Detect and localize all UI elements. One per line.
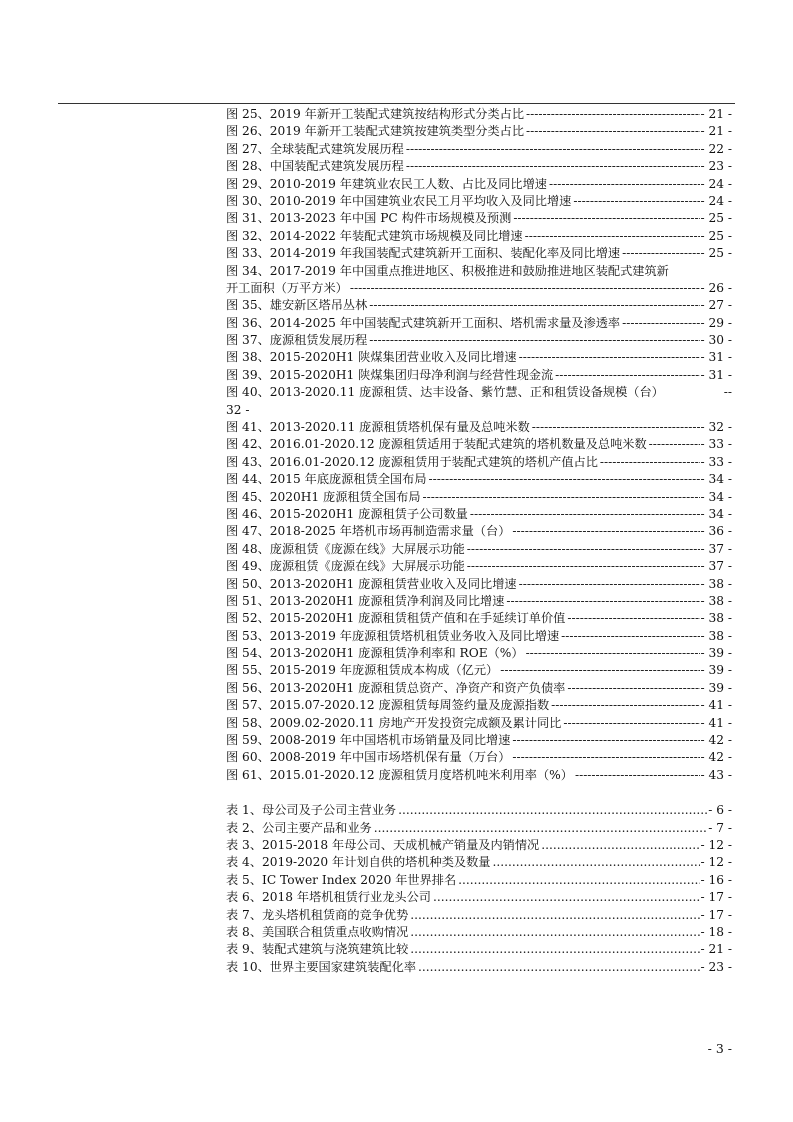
toc-entry-page: - 34 - xyxy=(700,489,732,504)
toc-entry-label: 图 55、2015-2019 年庞源租赁成本构成（亿元） xyxy=(226,663,499,678)
toc-entry-page: - 38 - xyxy=(700,593,732,608)
toc-entry-label: 表 3、2015-2018 年母公司、天成机械产销量及内销情况 xyxy=(226,838,540,852)
figure-toc-entry[interactable] xyxy=(226,680,732,697)
table-toc-entry[interactable] xyxy=(226,872,732,889)
toc-entry-page: - 24 - xyxy=(700,193,732,208)
figure-toc-entry[interactable] xyxy=(226,315,732,332)
table-toc-entry[interactable] xyxy=(226,820,732,837)
toc-entry-figure-34[interactable] xyxy=(226,263,732,298)
toc-entry-label: 图 49、庞源租赁《庞源在线》大屏展示功能 xyxy=(226,559,465,574)
toc-entry-label: 图 59、2008-2019 年中国塔机市场销量及同比增速 xyxy=(226,733,511,748)
toc-entry-label: 图 43、2016.01-2020.12 庞源租赁用于装配式建筑的塔机产值占比 xyxy=(226,454,598,469)
leader-dashes xyxy=(369,297,699,314)
toc-entry-label: 图 31、2013-2023 年中国 PC 构件市场规模及预测 xyxy=(226,211,512,226)
toc-entry-page: - 21 - xyxy=(700,942,732,957)
toc-entry-label: 图 26、2019 年新开工装配式建筑按建筑类型分类占比 xyxy=(226,124,525,139)
figure-toc-entry[interactable] xyxy=(226,645,732,662)
leader-dashes xyxy=(470,506,700,523)
leader-dashes xyxy=(561,628,699,645)
leader-dashes xyxy=(418,959,699,976)
toc-entry-page: - 25 - xyxy=(700,246,732,261)
toc-entry-page: - 34 - xyxy=(700,506,732,521)
figure-toc-entry[interactable] xyxy=(226,732,732,749)
toc-entry-page: - 23 - xyxy=(700,159,732,174)
toc-entry-page: - 39 - xyxy=(700,646,732,661)
toc-entry-page: - 25 - xyxy=(700,228,732,243)
toc-entry-page: - 22 - xyxy=(700,141,732,156)
toc-entry-page: - 32 - xyxy=(700,420,732,435)
table-toc-entry[interactable] xyxy=(226,837,732,854)
toc-entry-label: 表 7、龙头塔机租赁商的竞争优势 xyxy=(226,907,409,922)
figure-toc-entry[interactable] xyxy=(226,558,732,575)
leader-dashes xyxy=(512,523,699,540)
leader-dashes xyxy=(410,924,699,941)
figure-toc-entry[interactable] xyxy=(226,715,732,732)
leader-dashes xyxy=(532,419,700,436)
figure-toc-entry[interactable] xyxy=(226,245,732,262)
toc-entry-page: - 17 - xyxy=(700,907,732,922)
toc-entry-page: - 24 - xyxy=(700,176,732,191)
leader-dashes xyxy=(410,907,699,924)
leader-dashes xyxy=(500,662,699,679)
toc-entry-page: - 41 - xyxy=(700,715,732,730)
toc-entry-label: 表 10、世界主要国家建筑装配化率 xyxy=(226,959,417,974)
toc-entry-page: - 39 - xyxy=(700,663,732,678)
toc-entry-label: 图 48、庞源租赁《庞源在线》大屏展示功能 xyxy=(226,541,465,556)
figure-toc-entry[interactable] xyxy=(226,176,732,193)
toc-entry-page: - 30 - xyxy=(700,333,732,348)
header-rule xyxy=(58,103,735,104)
toc-entry-label: 图 53、2013-2019 年庞源租赁塔机租赁业务收入及同比增速 xyxy=(226,628,560,643)
toc-entry-label: 图 39、2015-2020H1 陕煤集团归母净利润与经营性现金流 xyxy=(226,367,554,382)
table-toc-entry[interactable] xyxy=(226,802,732,819)
toc-entry-label: 图 27、全球装配式建筑发展历程 xyxy=(226,141,404,156)
figure-toc-entry[interactable] xyxy=(226,419,732,436)
toc-entry-page: - 23 - xyxy=(700,959,732,974)
toc-entry-page: - 36 - xyxy=(700,524,732,539)
toc-entry-label: 图 46、2015-2020H1 庞源租赁子公司数量 xyxy=(226,506,468,521)
toc-entry-page: - 38 - xyxy=(700,628,732,643)
figure-toc-entry[interactable] xyxy=(226,523,732,540)
figure-toc-entry[interactable] xyxy=(226,541,732,558)
figure-toc-entry[interactable] xyxy=(226,506,732,523)
figure-toc-entry[interactable] xyxy=(226,593,732,610)
leader-dashes xyxy=(573,193,699,210)
toc-entry-page: - 16 - xyxy=(700,872,732,887)
toc-entry-label: 图 54、2013-2020H1 庞源租赁净利率和 ROE（%） xyxy=(226,646,524,661)
toc-entry-page: - 7 - xyxy=(708,820,732,835)
figure-toc-entry[interactable] xyxy=(226,610,732,627)
section-gap xyxy=(226,784,732,802)
toc-entry-label: 图 47、2018-2025 年塔机市场再制造需求量（台） xyxy=(226,524,511,539)
toc-entry-page: - 43 - xyxy=(700,767,732,782)
leader-dashes xyxy=(549,176,700,193)
figure-toc-entry[interactable] xyxy=(226,193,732,210)
table-of-contents xyxy=(226,106,732,976)
leader-dashes xyxy=(423,489,700,506)
figure-toc-entry[interactable] xyxy=(226,663,732,680)
table-toc-entry[interactable] xyxy=(226,941,732,958)
toc-entry-page: - 12 - xyxy=(700,855,732,870)
leader-dashes xyxy=(506,593,699,610)
toc-entry-page: - 33 - xyxy=(700,454,732,469)
figure-list-b xyxy=(226,297,732,384)
toc-entry-page: - 38 - xyxy=(700,576,732,591)
figure-toc-entry[interactable] xyxy=(226,767,732,784)
figure-toc-entry[interactable] xyxy=(226,749,732,766)
toc-entry-label: 图 25、2019 年新开工装配式建筑按结构形式分类占比 xyxy=(226,106,525,121)
leader-dashes xyxy=(492,854,699,871)
leader-dashes xyxy=(563,715,699,732)
toc-entry-page: - 21 - xyxy=(700,106,732,121)
toc-entry-label: 图 50、2013-2020H1 庞源租赁营业收入及同比增速 xyxy=(226,576,517,591)
leader-dashes xyxy=(467,541,700,558)
figure-toc-entry[interactable] xyxy=(226,106,732,123)
toc-entry-label: 图 61、2015.01-2020.12 庞源租赁月度塔机吨米利用率（%） xyxy=(226,767,573,782)
figure-toc-entry[interactable] xyxy=(226,123,732,140)
leader-dashes xyxy=(369,332,699,349)
leader-dashes xyxy=(555,367,699,384)
toc-entry-label: 图 30、2010-2019 年中国建筑业农民工月平均收入及同比增速 xyxy=(226,193,572,208)
leader-dashes xyxy=(398,802,707,819)
leader-dashes xyxy=(406,141,700,158)
toc-entry-page: - 42 - xyxy=(700,750,732,765)
figure-toc-entry[interactable] xyxy=(226,141,732,158)
table-list xyxy=(226,802,732,976)
toc-entry-label: 图 60、2008-2019 年中国市场塔机保有量（万台） xyxy=(226,750,511,765)
toc-entry-page: - 17 - xyxy=(700,890,732,905)
leader-dashes xyxy=(649,436,700,453)
toc-entry-label: 图 45、2020H1 庞源租赁全国布局 xyxy=(226,489,421,504)
toc-entry-page: - 31 - xyxy=(700,367,732,382)
leader-dashes xyxy=(541,837,699,854)
leader-dashes xyxy=(519,349,700,366)
leader-dashes xyxy=(350,280,700,297)
leader-dashes xyxy=(622,315,699,332)
toc-entry-label: 表 4、2019-2020 年计划自供的塔机种类及数量 xyxy=(226,855,491,870)
toc-entry-label: 图 40、2013-2020.11 庞源租赁、达丰设备、紫竹慧、正和租赁设备规模（台） xyxy=(226,385,664,400)
toc-entry-page: - 33 - xyxy=(700,437,732,452)
toc-entry-leader-tail: -- xyxy=(723,385,732,400)
figure-toc-entry[interactable] xyxy=(226,158,732,175)
toc-entry-label: 图 42、2016.01-2020.12 庞源租赁适用于装配式建筑的塔机数量及总吨米数 xyxy=(226,437,647,452)
toc-entry-page: 32 - xyxy=(226,402,250,417)
toc-entry-label: 图 58、2009.02-2020.11 房地产开发投资完成额及累计同比 xyxy=(226,715,562,730)
leader-dashes xyxy=(526,106,699,123)
figure-toc-entry[interactable] xyxy=(226,228,732,245)
leader-dashes xyxy=(512,732,699,749)
leader-dashes xyxy=(406,158,700,175)
toc-entry-page: - 12 - xyxy=(700,838,732,852)
toc-entry-label: 图 29、2010-2019 年建筑业农民工人数、占比及同比增速 xyxy=(226,176,547,191)
leader-dashes xyxy=(433,889,700,906)
toc-entry-page: - 31 - xyxy=(700,350,732,365)
toc-entry-label: 图 28、中国装配式建筑发展历程 xyxy=(226,159,404,174)
toc-entry-label: 表 8、美国联合租赁重点收购情况 xyxy=(226,924,409,939)
toc-entry-label: 图 34、2017-2019 年中国重点推进地区、积极推进和鼓励推进地区装配式建筑新 xyxy=(226,263,669,278)
figure-toc-entry[interactable] xyxy=(226,367,732,384)
table-toc-entry[interactable] xyxy=(226,854,732,871)
toc-entry-label: 图 56、2013-2020H1 庞源租赁总资产、净资产和资产负债率 xyxy=(226,680,566,695)
toc-entry-label: 图 52、2015-2020H1 庞源租赁租赁产值和在手延续订单价值 xyxy=(226,611,566,626)
leader-dashes xyxy=(526,645,700,662)
figure-toc-entry[interactable] xyxy=(226,436,732,453)
leader-dashes xyxy=(567,680,699,697)
toc-entry-label: 表 6、2018 年塔机租赁行业龙头公司 xyxy=(226,890,431,905)
toc-entry-page: - 34 - xyxy=(700,472,732,487)
toc-entry-label: 图 51、2013-2020H1 庞源租赁净利润及同比增速 xyxy=(226,593,505,608)
toc-entry-label: 图 41、2013-2020.11 庞源租赁塔机保有量及总吨米数 xyxy=(226,420,530,435)
figure-toc-entry[interactable] xyxy=(226,297,732,314)
toc-entry-figure-40[interactable] xyxy=(226,384,732,419)
figure-toc-entry[interactable] xyxy=(226,349,732,366)
table-toc-entry[interactable] xyxy=(226,889,732,906)
toc-entry-label: 图 33、2014-2019 年我国装配式建筑新开工面积、装配化率及同比增速 xyxy=(226,246,621,261)
toc-entry-page: - 38 - xyxy=(700,611,732,626)
figure-toc-entry[interactable] xyxy=(226,628,732,645)
toc-entry-page: - 39 - xyxy=(700,680,732,695)
toc-entry-label-continued: 开工面积（万平方米） xyxy=(226,280,348,295)
leader-dashes xyxy=(512,749,699,766)
toc-entry-page: - 21 - xyxy=(700,124,732,139)
leader-dashes xyxy=(458,872,699,889)
toc-entry-page: - 26 - xyxy=(700,280,732,295)
toc-entry-page: - 37 - xyxy=(700,559,732,574)
leader-dashes xyxy=(513,210,699,227)
figure-list-c xyxy=(226,419,732,784)
toc-entry-page: - 25 - xyxy=(700,211,732,226)
leader-dashes xyxy=(600,454,700,471)
toc-entry-page: - 18 - xyxy=(700,924,732,939)
page-number: - 3 - xyxy=(707,1041,732,1056)
toc-entry-label: 图 44、2015 年底庞源租赁全国布局 xyxy=(226,472,427,487)
leader-dashes xyxy=(525,228,700,245)
toc-entry-page: - 29 - xyxy=(700,315,732,330)
table-toc-entry[interactable] xyxy=(226,959,732,976)
figure-toc-entry[interactable] xyxy=(226,210,732,227)
toc-entry-label: 图 37、庞源租赁发展历程 xyxy=(226,333,368,348)
toc-entry-label: 图 38、2015-2020H1 陕煤集团营业收入及同比增速 xyxy=(226,350,517,365)
toc-entry-page: - 27 - xyxy=(700,298,732,313)
leader-dashes xyxy=(575,767,700,784)
figure-toc-entry[interactable] xyxy=(226,471,732,488)
figure-list-a xyxy=(226,106,732,263)
toc-entry-label: 图 57、2015.07-2020.12 庞源租赁每周签约量及庞源指数 xyxy=(226,698,550,713)
leader-dashes xyxy=(526,123,699,140)
leader-dashes xyxy=(567,610,699,627)
toc-entry-label: 图 36、2014-2025 年中国装配式建筑新开工面积、塔机需求量及渗透率 xyxy=(226,315,621,330)
leader-dashes xyxy=(622,245,699,262)
toc-entry-page: - 37 - xyxy=(700,541,732,556)
leader-dashes xyxy=(410,941,699,958)
figure-toc-entry[interactable] xyxy=(226,489,732,506)
table-toc-entry[interactable] xyxy=(226,924,732,941)
leader-dashes xyxy=(467,558,700,575)
figure-toc-entry[interactable] xyxy=(226,454,732,471)
toc-entry-label: 表 9、装配式建筑与浇筑建筑比较 xyxy=(226,942,409,957)
figure-toc-entry[interactable] xyxy=(226,697,732,714)
toc-entry-page: - 42 - xyxy=(700,733,732,748)
toc-entry-label: 表 2、公司主要产品和业务 xyxy=(226,820,372,835)
leader-dashes xyxy=(374,820,708,837)
figure-toc-entry[interactable] xyxy=(226,576,732,593)
table-toc-entry[interactable] xyxy=(226,907,732,924)
figure-toc-entry[interactable] xyxy=(226,332,732,349)
toc-entry-page: - 6 - xyxy=(708,803,732,818)
leader-dashes xyxy=(551,697,699,714)
toc-entry-label: 表 1、母公司及子公司主营业务 xyxy=(226,803,397,818)
toc-entry-label: 表 5、IC Tower Index 2020 年世界排名 xyxy=(226,872,457,887)
leader-dashes xyxy=(519,576,700,593)
toc-entry-label: 图 35、雄安新区塔吊丛林 xyxy=(226,298,368,313)
toc-entry-label: 图 32、2014-2022 年装配式建筑市场规模及同比增速 xyxy=(226,228,523,243)
leader-dashes xyxy=(429,471,700,488)
toc-entry-page: - 41 - xyxy=(700,698,732,713)
